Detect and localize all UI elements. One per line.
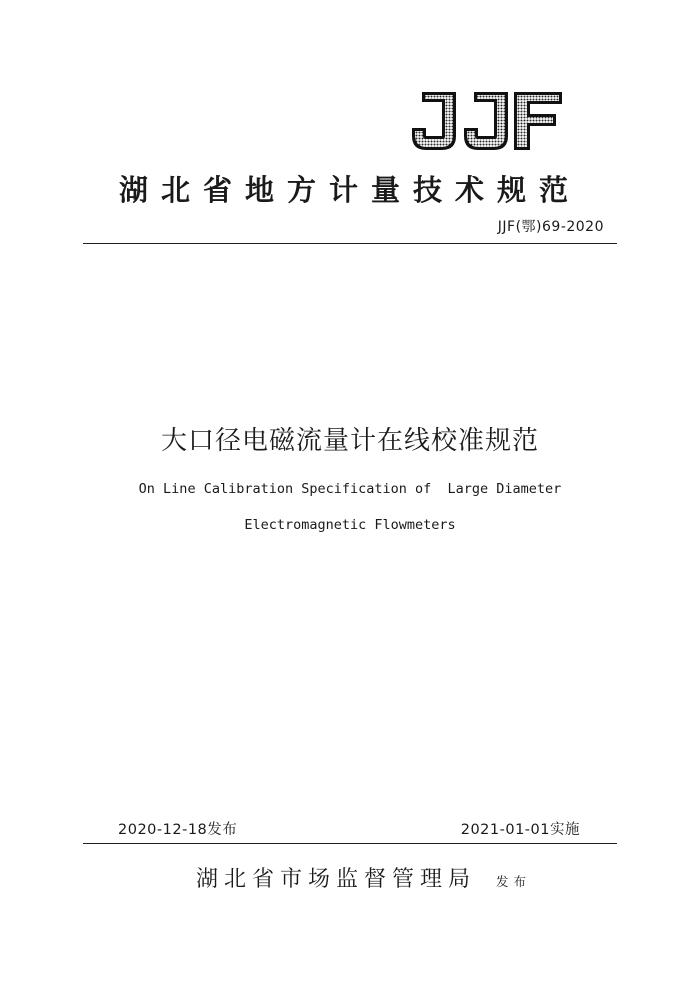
standard-code: JJF(鄂)69-2020 (497, 219, 604, 235)
top-divider (83, 243, 617, 244)
chinese-title: 大口径电磁流量计在线校准规范 (160, 426, 539, 456)
publish-word: 发布 (496, 874, 532, 889)
implementation-date: 2021-01-01实施 (460, 822, 580, 838)
publisher-name: 湖北省市场监督管理局 (196, 867, 477, 892)
bottom-divider (83, 843, 617, 844)
jjf-logo (408, 88, 564, 154)
issue-date: 2020-12-18发布 (118, 822, 238, 838)
series-title: 湖北省地方计量技术规范 (118, 173, 581, 207)
english-title-line2: Electromagnetic Flowmeters (244, 517, 456, 533)
english-title-line1: On Line Calibration Specification of Large Diameter (138, 481, 562, 497)
